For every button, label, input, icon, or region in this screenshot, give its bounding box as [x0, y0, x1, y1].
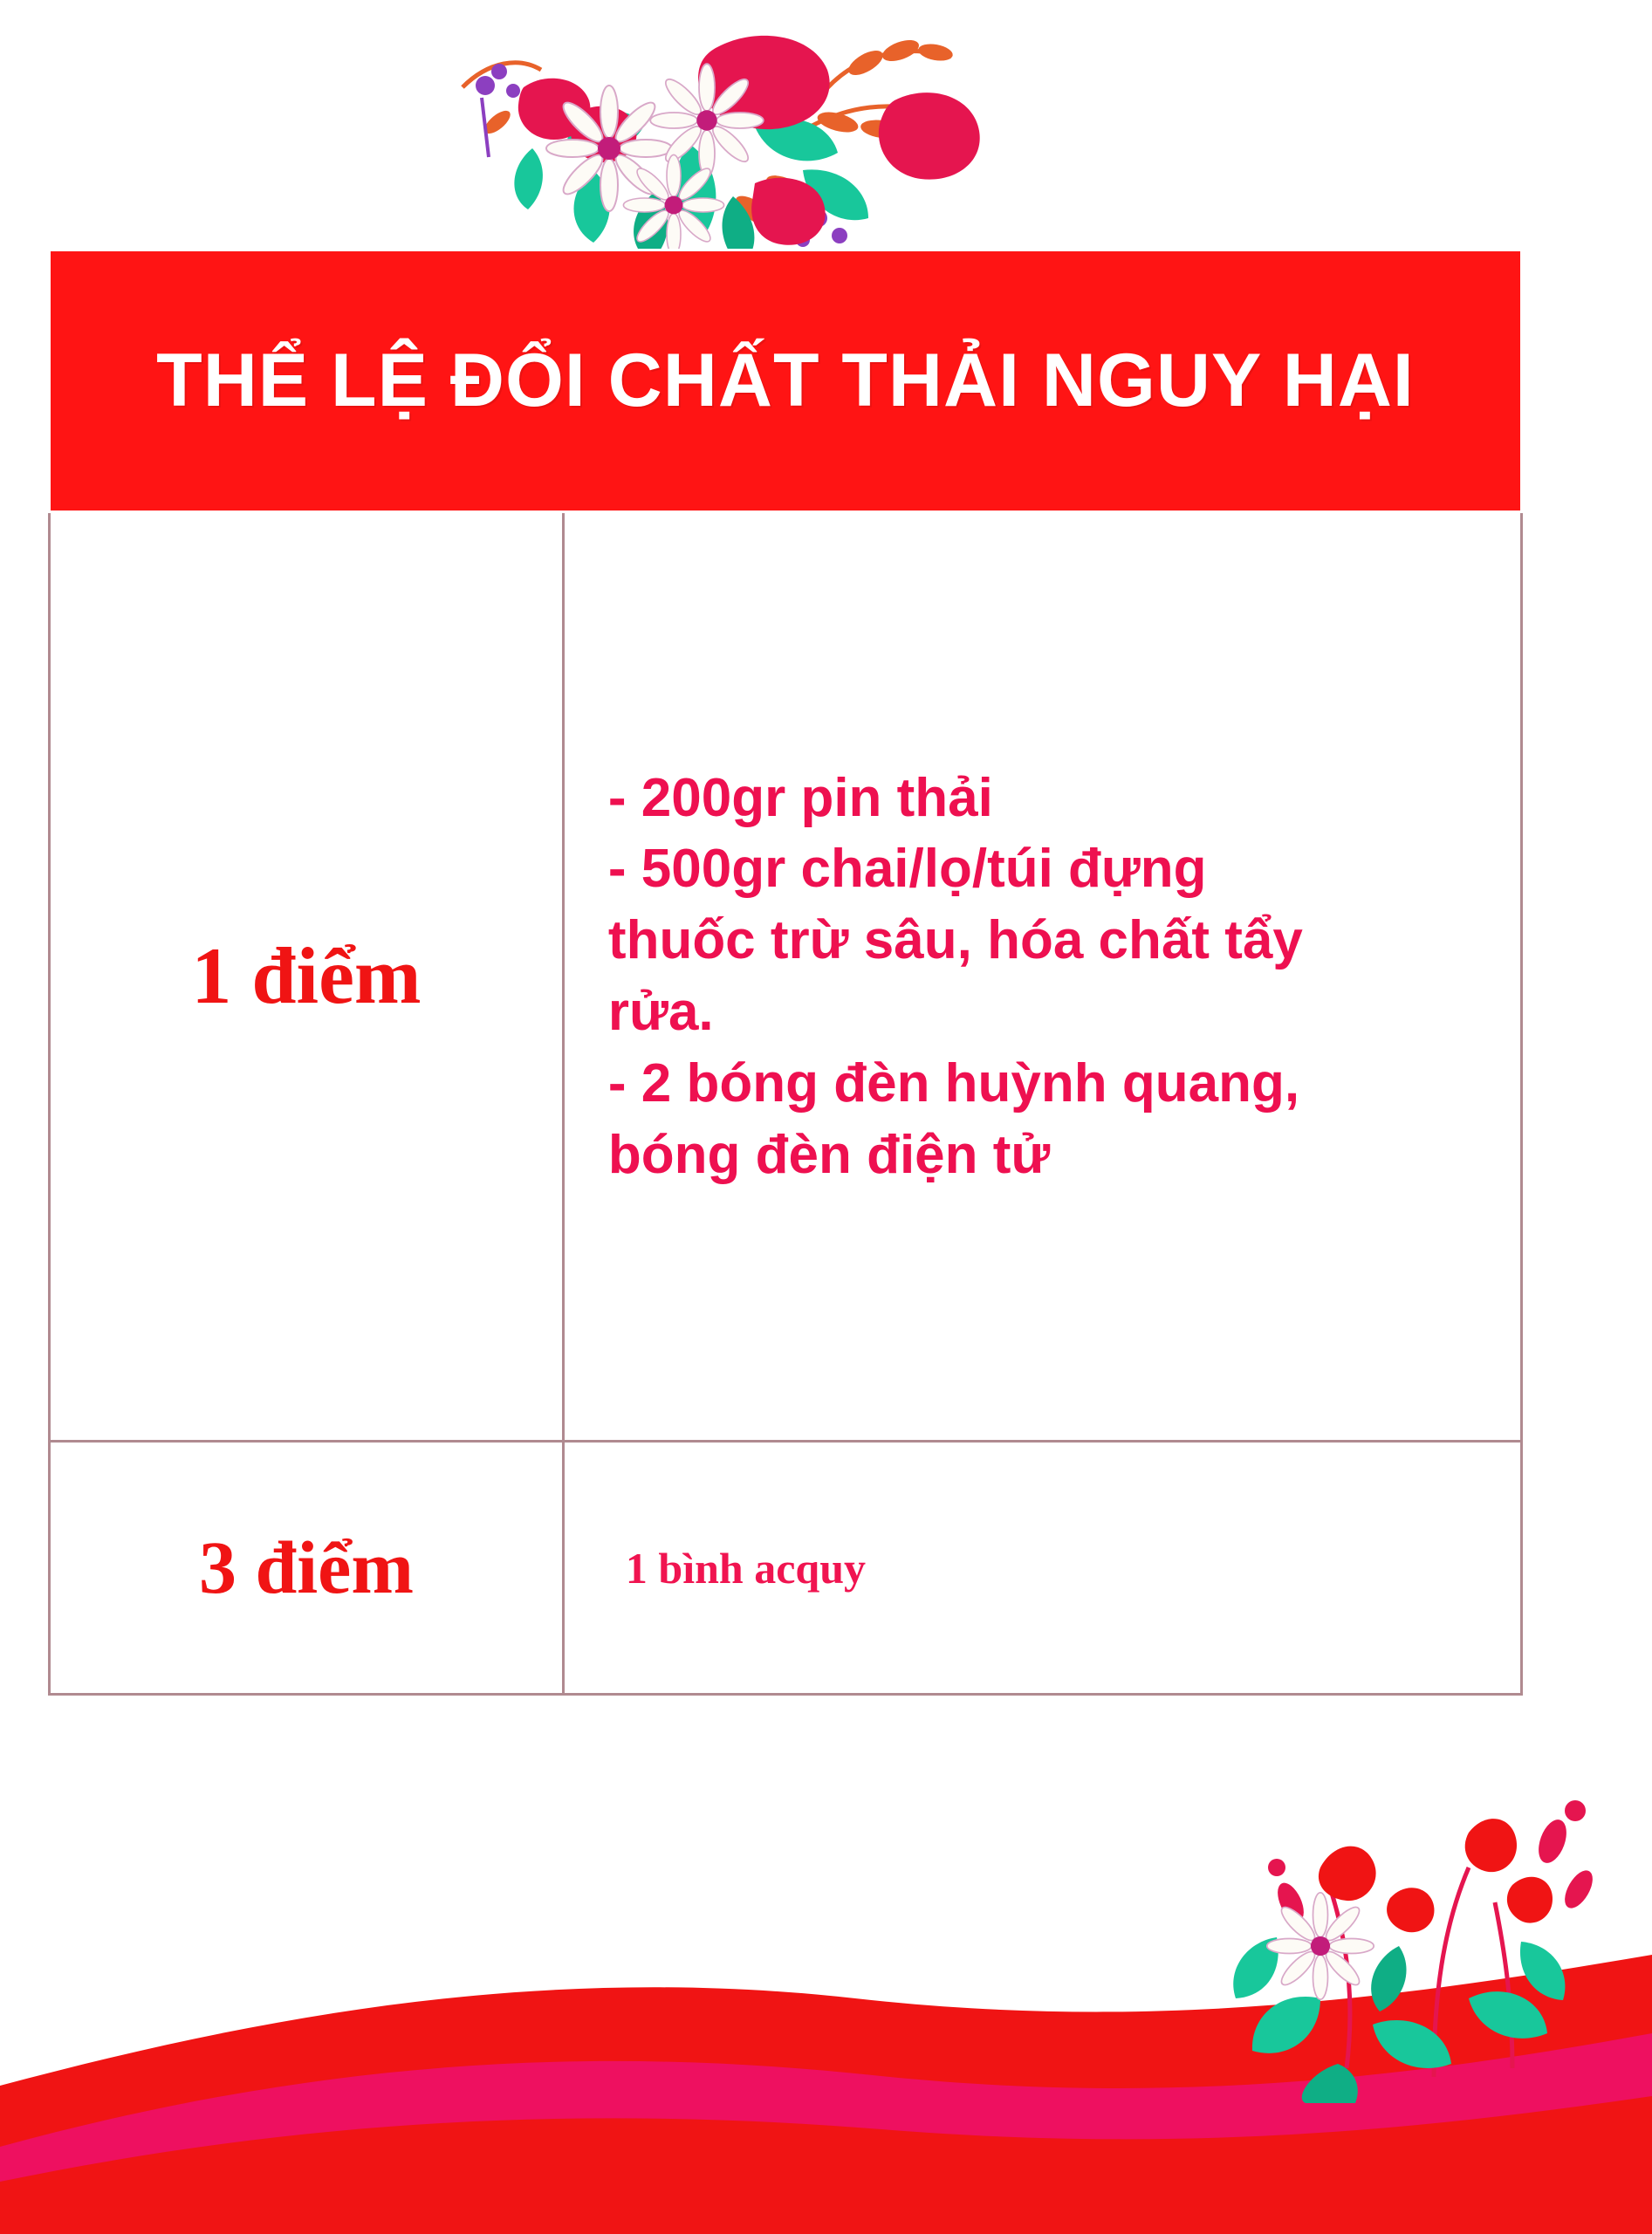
table-row [50, 1442, 1522, 1695]
description-line: thuốc trừ sâu, hóa chất tẩy [607, 910, 1303, 971]
description-line: - 2 bóng đèn huỳnh quang, [607, 1052, 1300, 1114]
floral-decoration-bottom [1059, 1737, 1600, 2103]
title-bar [50, 250, 1522, 512]
points-cell-1 [50, 512, 564, 1442]
title-row [50, 250, 1522, 512]
description-line: bóng đèn điện tử [607, 1124, 1051, 1185]
rules-table [48, 249, 1523, 1696]
description-line: rửa. [607, 982, 714, 1042]
description-line: - 200gr pin thải [607, 767, 993, 828]
description-list-1 [608, 763, 1477, 1191]
description-line: 1 bình acquy [625, 1543, 867, 1593]
description-line: - 500gr chai/lọ/túi đựng [607, 839, 1207, 900]
points-label-1: 1 điểm [191, 931, 422, 1021]
description-cell-1 [563, 512, 1521, 1442]
table-row [50, 512, 1522, 1442]
page-title: THỂ LỆ ĐỔI CHẤT THẢI NGUY HẠI [156, 339, 1415, 423]
wave-decoration-bottom [0, 1867, 1652, 2234]
points-cell-2 [50, 1442, 564, 1695]
description-cell-2 [563, 1442, 1521, 1695]
points-label-2: 3 điểm [198, 1525, 414, 1610]
